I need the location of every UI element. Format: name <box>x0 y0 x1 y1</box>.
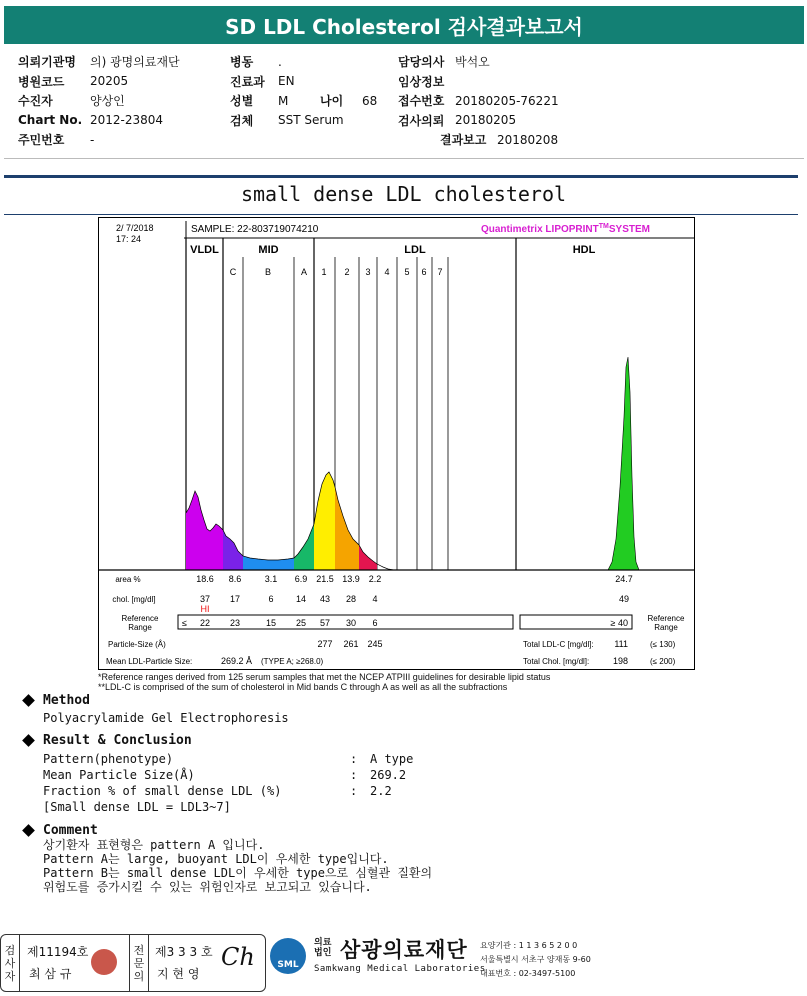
ward-value: . <box>278 54 282 69</box>
band-label: 3 <box>365 267 371 277</box>
doctor-value: 박석오 <box>455 55 490 70</box>
area-value: 24.7 <box>615 574 633 584</box>
patient-label: 수진자 <box>18 94 53 109</box>
ref-value: 22 <box>199 618 211 628</box>
receipt-label: 접수번호 <box>398 94 445 109</box>
report-title: SD LDL Cholesterol 검사결과보고서 <box>225 14 583 39</box>
chol-value: 43 <box>319 594 331 604</box>
bullet-diamond-icon <box>22 824 35 837</box>
lipoprint-chart <box>98 217 695 670</box>
area-value: 8.6 <box>228 574 242 584</box>
band-label: 2 <box>344 267 350 277</box>
comment-heading: Comment <box>43 823 98 838</box>
area-value: 13.9 <box>342 574 360 584</box>
total-chol-value: 198 <box>612 656 628 666</box>
sex-label: 성별 <box>230 94 254 109</box>
specimen-value: SST Serum <box>278 113 344 128</box>
lipoprint-svg <box>98 217 695 670</box>
chol-value: 4 <box>372 594 378 604</box>
area-value: 21.5 <box>316 574 334 584</box>
ref-value: 23 <box>229 618 241 628</box>
comment-line: Pattern B는 small dense LDL이 우세한 type으로 심혈관 질환의 <box>43 866 433 880</box>
chol-flag-hi: HI <box>200 604 210 614</box>
chart-time: 17: 24 <box>116 234 142 244</box>
ref-value: 25 <box>295 618 307 628</box>
area-value: 3.1 <box>264 574 278 584</box>
handwritten-signature: Ch <box>221 943 255 971</box>
result-date-label: 결과보고 <box>440 133 487 148</box>
org-english-name: Samkwang Medical Laboratories <box>314 964 486 974</box>
inspector-license: 제11194호 <box>27 945 89 959</box>
method-heading: Method <box>43 693 90 708</box>
band-label: C <box>229 267 237 277</box>
receipt-value: 20180205-76221 <box>455 93 559 108</box>
chart-frame <box>99 218 695 670</box>
request-value: 20180205 <box>455 113 517 128</box>
ref-value: 57 <box>319 618 331 628</box>
band-label: 4 <box>384 267 390 277</box>
comment-section <box>24 823 432 894</box>
doctor-label: 담당의사 <box>398 55 445 70</box>
result-date-value: 20180208 <box>497 132 559 147</box>
institution-value: 의) 광명의료재단 <box>90 55 180 70</box>
inspector-name: 최 삼 규 <box>29 967 72 981</box>
total-chol-ref: (≤ 200) <box>650 657 676 666</box>
band-label: 5 <box>404 267 410 277</box>
ref-label: Reference <box>121 614 159 623</box>
bullet-diamond-icon <box>22 734 35 747</box>
mean-size-value: 269.2 Å <box>221 656 253 666</box>
mean-size-label: Mean LDL-Particle Size: <box>106 657 193 666</box>
total-chol-label: Total Chol. [mg/dl]: <box>523 657 590 666</box>
ref-le-symbol: ≤ <box>182 618 187 628</box>
band-label: 7 <box>437 267 443 277</box>
result-row <box>43 751 413 767</box>
group-header: MID <box>258 244 279 256</box>
ref-label-right: Reference <box>647 614 685 623</box>
chart-no-label: Chart No. <box>18 113 83 128</box>
particle-size-value: 277 <box>317 639 333 649</box>
row-label-area: area % <box>115 575 141 584</box>
chart-date: 2/ 7/2018 <box>116 223 154 233</box>
result-colon: : <box>350 784 358 798</box>
result-section <box>24 733 413 815</box>
result-value: 269.2 <box>370 768 407 782</box>
signature-box <box>0 934 266 992</box>
group-header: VLDL <box>190 244 219 256</box>
specialist-name: 지 현 영 <box>157 967 200 981</box>
specialist-license: 제3 3 3 호 <box>155 945 213 959</box>
specimen-label: 검체 <box>230 113 254 128</box>
dept-value: EN <box>278 74 295 89</box>
hospital-code-value: 20205 <box>90 74 129 89</box>
band-label: A <box>300 267 308 277</box>
group-header: HDL <box>572 244 596 256</box>
contact-line: 대표번호 : 02-3497-5100 <box>480 969 576 978</box>
divider <box>4 158 804 159</box>
band-label: 1 <box>321 267 327 277</box>
result-row <box>43 767 413 783</box>
area-value: 18.6 <box>196 574 214 584</box>
institution-label: 의뢰기관명 <box>18 55 76 70</box>
request-label: 검사의뢰 <box>398 113 445 128</box>
group-header: LDL <box>404 244 426 256</box>
result-row <box>43 783 413 799</box>
patient-info <box>18 52 778 150</box>
chol-value: 37 <box>199 594 211 604</box>
band-label: 6 <box>421 267 427 277</box>
comment-line: Pattern A는 large, buoyant LDL이 우세한 type입니다. <box>43 852 389 866</box>
chol-value: 49 <box>618 594 630 604</box>
report-subtitle: small dense LDL cholesterol <box>240 182 567 206</box>
result-key: Mean Particle Size(Å) <box>43 768 195 782</box>
report-header <box>4 6 804 44</box>
ref-value: 6 <box>372 618 378 628</box>
patient-value: 양상인 <box>90 94 125 109</box>
age-value: 68 <box>362 93 378 108</box>
specialist-label: 전 문 의 <box>129 935 149 991</box>
org-name: 삼광의료재단 <box>340 938 468 962</box>
comment-line: 상기환자 표현형은 pattern A 입니다. <box>43 838 265 852</box>
age-label: 나이 <box>320 94 344 109</box>
chol-value: 17 <box>229 594 241 604</box>
result-key: Fraction % of small dense LDL (%) <box>43 784 282 798</box>
row-label-chol: chol. [mg/dl] <box>112 595 156 604</box>
area-value: 6.9 <box>294 574 308 584</box>
total-ldl-label: Total LDL-C [mg/dl]: <box>523 640 594 649</box>
bullet-diamond-icon <box>22 694 35 707</box>
ref-label-right: Range <box>654 623 678 632</box>
result-value: 2.2 <box>370 784 392 798</box>
contact-line: 서울특별시 서초구 양재동 9-60 <box>480 955 591 964</box>
sml-logo-icon: SML <box>270 938 306 974</box>
clinical-label: 임상정보 <box>398 74 445 89</box>
ref-value: 30 <box>345 618 357 628</box>
chart-brand: Quantimetrix LIPOPRINT™SYSTEM <box>480 223 650 235</box>
total-ldl-ref: (≤ 130) <box>650 640 676 649</box>
org-type: 의료 법인 <box>314 938 332 958</box>
result-value: A type <box>370 752 414 766</box>
particle-size-value: 245 <box>367 639 383 649</box>
resident-no-value: - <box>90 132 95 147</box>
chart-no-value: 2012-23804 <box>90 113 164 128</box>
ward-label: 병동 <box>230 55 254 70</box>
hospital-code-label: 병원코드 <box>18 74 65 89</box>
result-heading: Result & Conclusion <box>43 733 192 748</box>
divider <box>4 214 798 215</box>
footer <box>0 934 807 996</box>
inspector-label: 검 사 자 <box>1 935 20 991</box>
result-colon: : <box>350 752 358 766</box>
method-section <box>24 693 289 726</box>
footnotes <box>98 672 550 692</box>
contact-line: 요양기관 : 1 1 3 6 5 2 0 0 <box>480 941 578 950</box>
band-label: B <box>264 267 272 277</box>
total-ldl-value: 111 <box>614 639 628 649</box>
seal-stamp-icon <box>91 949 117 975</box>
footnote: **LDL-C is comprised of the sum of cholesterol in Mid bands C through A as well as all the subfractions <box>98 682 508 692</box>
ref-value: 15 <box>265 618 277 628</box>
footnote: *Reference ranges derived from 125 serum samples that met the NCEP ATPIII guidelines for desirable lipid status <box>98 672 551 682</box>
result-key: Pattern(phenotype) <box>43 752 174 766</box>
divider <box>4 175 798 178</box>
dept-label: 진료과 <box>230 74 265 89</box>
result-colon: : <box>350 768 358 782</box>
area-value: 2.2 <box>368 574 382 584</box>
ref-hdl: ≥ 40 <box>610 618 628 628</box>
chart-sample: SAMPLE: 22-803719074210 <box>191 224 319 235</box>
result-note: [Small dense LDL = LDL3~7] <box>43 800 231 814</box>
particle-size-label: Particle-Size (Å) <box>108 640 166 649</box>
comment-line: 위험도를 증가시킬 수 있는 위험인자로 보고되고 있습니다. <box>43 880 372 894</box>
chol-value: 14 <box>295 594 307 604</box>
method-text: Polyacrylamide Gel Electrophoresis <box>43 711 289 725</box>
chol-value: 28 <box>345 594 357 604</box>
chol-value: 6 <box>268 594 274 604</box>
mean-size-type: (TYPE A; ≥268.0) <box>261 657 324 666</box>
resident-no-label: 주민번호 <box>18 133 65 148</box>
sex-value: M <box>278 93 289 108</box>
ref-label: Range <box>128 623 152 632</box>
particle-size-value: 261 <box>343 639 359 649</box>
